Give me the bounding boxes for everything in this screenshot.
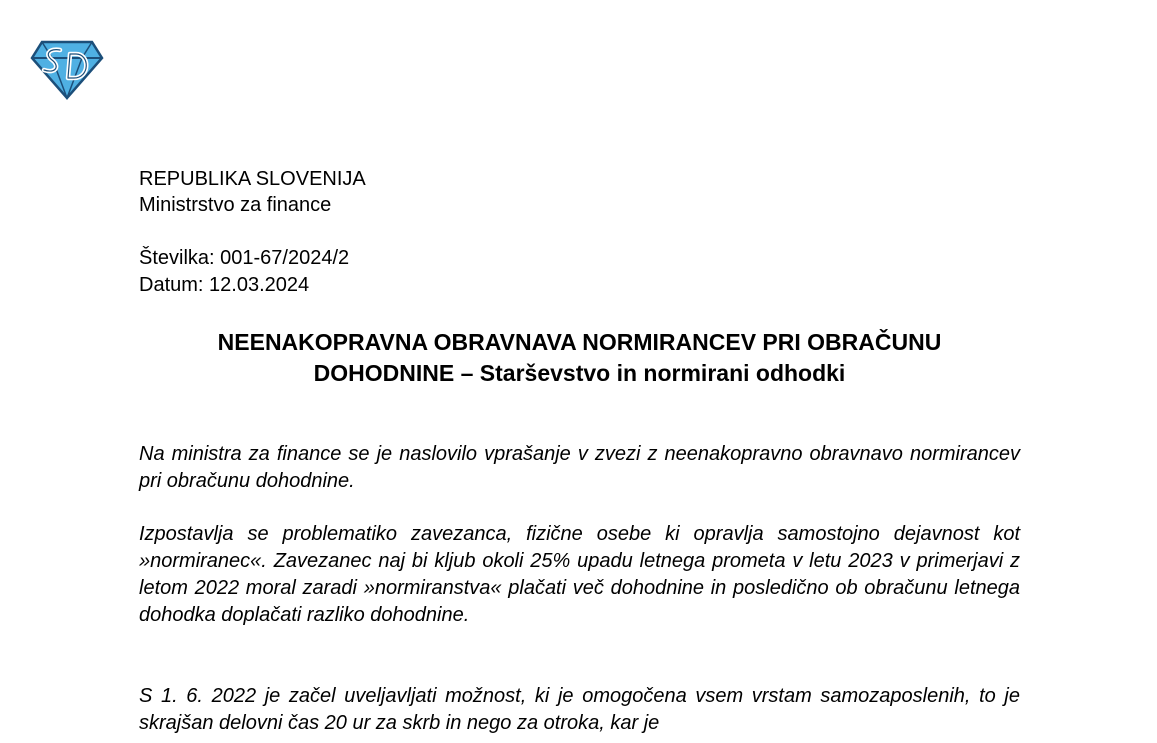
title-line-1: NEENAKOPRAVNA OBRAVNAVA NORMIRANCEV PRI OBRAČUNU	[217, 329, 942, 355]
document-date: Datum: 12.03.2024	[139, 274, 310, 296]
document-meta	[139, 245, 349, 299]
diamond-sd-logo-icon	[30, 40, 104, 100]
ministry-name: Ministrstvo za finance	[139, 194, 332, 216]
paragraph-intro: Na ministra za finance se je naslovilo vprašanje v zvezi z neenakopravno obravnavo normirancev pri obračunu dohodnine.	[139, 443, 1020, 492]
sender-header	[139, 166, 366, 218]
document-title	[139, 327, 1020, 389]
title-line-2: DOHODNINE – Starševstvo in normirani odhodki	[313, 360, 846, 386]
paragraph-reduced-hours: S 1. 6. 2022 je začel uveljavljati možnost, ki je omogočena vsem vrstam samozaposlenih, to je skrajšan delovni čas 20 ur za skrb in nego za otroka, kar je	[139, 685, 1020, 734]
paragraph-problem: Izpostavlja se problematiko zavezanca, fizične osebe ki opravlja samostojno dejavnost kot »normiranec«. Zavezanec naj bi kljub okoli 25% upadu letnega prometa v letu 2023 v primerjavi z letom 2022 moral zaradi »normiranstva« plačati več dohodnine in posledično ob obračunu letnega dohodka doplačati razliko dohodnine.	[139, 523, 1020, 626]
country-name: REPUBLIKA SLOVENIJA	[139, 168, 366, 190]
document-number: Številka: 001-67/2024/2	[139, 247, 350, 269]
